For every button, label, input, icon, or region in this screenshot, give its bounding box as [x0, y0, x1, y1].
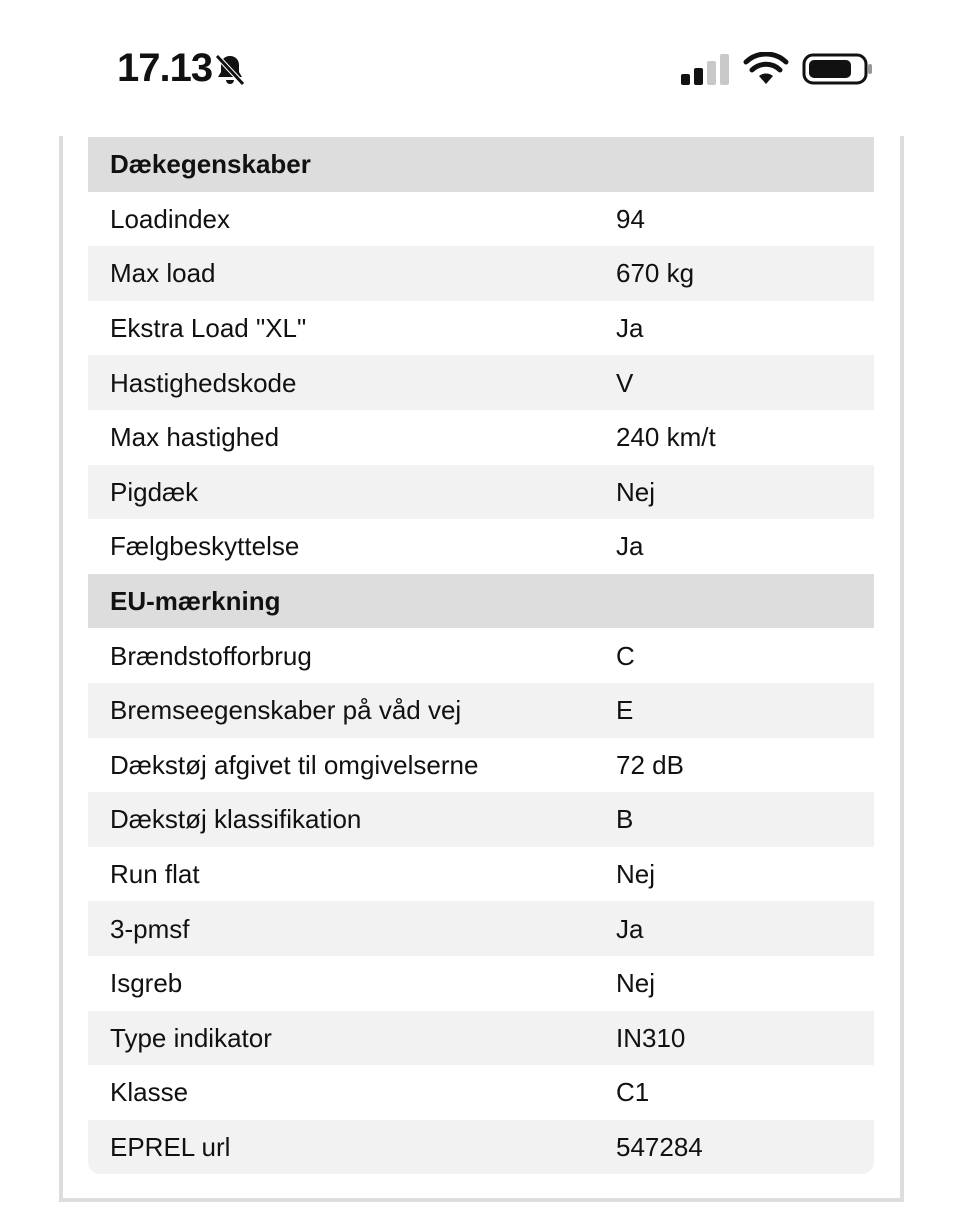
table-row [88, 519, 874, 574]
row-value: Ja [616, 313, 644, 344]
table-row [88, 738, 874, 793]
row-label: Klasse [110, 1077, 189, 1108]
row-label: Isgreb [110, 968, 183, 999]
row-value: 240 km/t [616, 422, 716, 453]
table-row [88, 792, 874, 847]
row-label: Type indikator [110, 1022, 272, 1053]
row-label: 3-pmsf [110, 913, 190, 944]
table-row [88, 1065, 874, 1120]
row-value: C [616, 640, 635, 671]
table-row [88, 301, 874, 356]
row-label: Hastighedskode [110, 367, 297, 398]
battery-icon [802, 52, 874, 86]
status-bar [0, 0, 960, 136]
row-value: E [616, 695, 634, 726]
table-row [88, 192, 874, 247]
row-label: Dækstøj afgivet til omgivelserne [110, 749, 479, 780]
wifi-icon [743, 52, 789, 86]
row-label: Fælgbeskyttelse [110, 531, 300, 562]
table-row [88, 465, 874, 520]
row-label: Ekstra Load "XL" [110, 313, 307, 344]
row-value: 72 dB [616, 749, 684, 780]
status-time: 17.13 [117, 46, 213, 90]
row-value: 670 kg [616, 258, 695, 289]
row-label: Max hastighed [110, 422, 280, 453]
table-row [88, 901, 874, 956]
row-label: Dækstøj klassifikation [110, 804, 362, 835]
row-value: C1 [616, 1077, 650, 1108]
table-row [88, 355, 874, 410]
row-value: V [616, 367, 634, 398]
cellular-signal-icon [680, 54, 730, 86]
row-label: Brændstofforbrug [110, 640, 312, 671]
table-row [88, 847, 874, 902]
bell-slash-icon [212, 52, 248, 88]
row-value: IN310 [616, 1022, 686, 1053]
row-value: B [616, 804, 634, 835]
row-value: 94 [616, 203, 645, 234]
row-value: Nej [616, 859, 656, 890]
row-value: Ja [616, 913, 644, 944]
section-title: Dækegenskaber [110, 149, 311, 180]
table-row [88, 683, 874, 738]
row-value[interactable]: 547284 [616, 1131, 703, 1162]
row-value: Nej [616, 476, 656, 507]
row-label: Loadindex [110, 203, 230, 234]
table-row [88, 956, 874, 1011]
table-row [88, 246, 874, 301]
table-row [88, 410, 874, 465]
row-label: Run flat [110, 859, 200, 890]
section-title: EU-mærkning [110, 586, 281, 617]
row-value: Nej [616, 968, 656, 999]
table-row [88, 1120, 874, 1175]
section-header-tire-properties [88, 137, 874, 192]
row-label: EPREL url [110, 1131, 231, 1162]
row-label: Max load [110, 258, 216, 289]
table-row [88, 1011, 874, 1066]
section-header-eu-label [88, 574, 874, 629]
row-label: Bremseegenskaber på våd vej [110, 695, 462, 726]
row-label: Pigdæk [110, 476, 199, 507]
row-value: Ja [616, 531, 644, 562]
spec-table [88, 137, 874, 1174]
table-row [88, 628, 874, 683]
